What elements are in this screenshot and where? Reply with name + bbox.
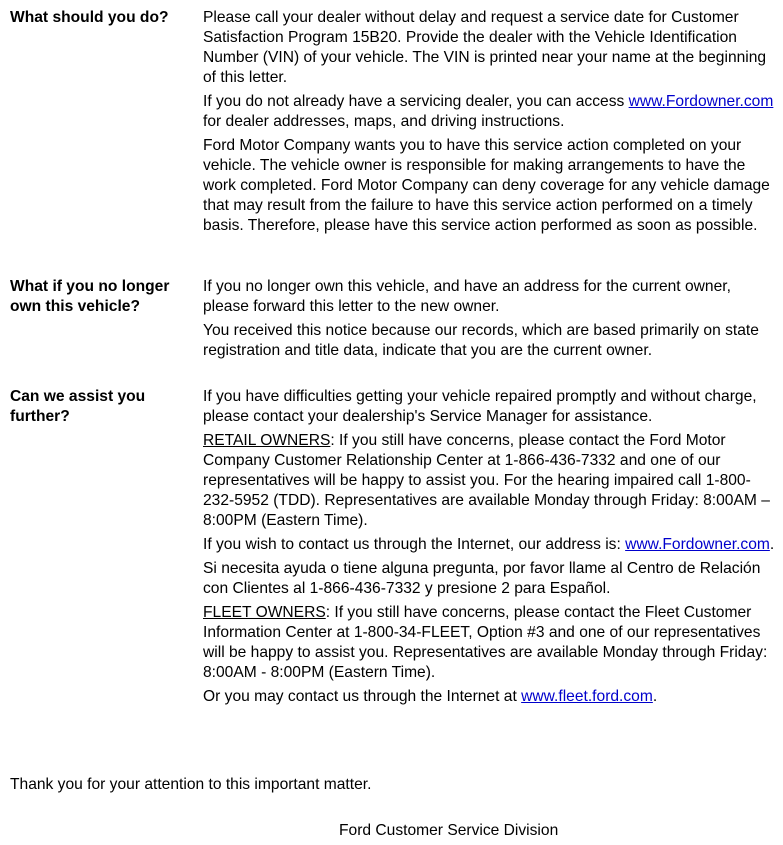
fleet-ford-link[interactable]: www.fleet.ford.com — [521, 688, 653, 705]
signature: Ford Customer Service Division — [339, 822, 559, 839]
paragraph — [203, 321, 781, 361]
section-body — [203, 277, 781, 365]
paragraph-text: : If you still have concerns, please contact the Fleet Customer Information Center at 1-800-34-FLEET, Option #3 and one of our representatives will be happy to assist you. Representatives are available Monday through Friday: 8:00AM - 8:00PM (Eastern Time). — [203, 604, 768, 681]
fordowner-link[interactable]: www.Fordowner.com — [628, 93, 774, 110]
section-label: What should you do? — [10, 9, 169, 26]
fleet-owners-heading: FLEET OWNERS — [203, 604, 326, 621]
section-body — [203, 8, 781, 240]
paragraph-text: If you have difficulties getting your vehicle repaired promptly and without charge, please contact your dealership's Service Manager for assistance. — [203, 388, 757, 425]
paragraph-text: Or you may contact us through the Internet at — [203, 688, 522, 705]
paragraph-text: . — [652, 688, 658, 705]
paragraph-text: If you no longer own this vehicle, and have an address for the current owner, please forward this letter to the new owner. — [203, 278, 731, 315]
paragraph-text: Ford Motor Company wants you to have this service action completed on your vehicle. The vehicle owner is responsible for making arrangements to have the work completed. Ford Motor Company can deny coverage for any vehicle damage that may result from the failure to have this service action performed on a timely basis. Therefore, please have this service action performed as soon as possible. — [203, 137, 770, 234]
paragraph — [203, 8, 781, 88]
section-label: Can we assist you further? — [10, 388, 146, 425]
paragraph — [203, 92, 781, 132]
paragraph — [203, 687, 781, 707]
section-label: What if you no longer own this vehicle? — [10, 278, 170, 315]
paragraph — [203, 277, 781, 317]
paragraph-text: for dealer addresses, maps, and driving instructions. — [203, 113, 565, 130]
paragraph-text: If you do not already have a servicing dealer, you can access — [203, 93, 629, 110]
paragraph — [203, 387, 781, 427]
retail-owners-heading: RETAIL OWNERS — [203, 432, 331, 449]
paragraph — [203, 136, 781, 236]
paragraph — [203, 603, 781, 683]
paragraph-text: . — [769, 536, 775, 553]
paragraph-text: If you wish to contact us through the Internet, our address is: — [203, 536, 626, 553]
paragraph-text: : If you still have concerns, please contact the Ford Motor Company Customer Relationship Center at 1-866-436-7332 and one of our representatives will be happy to assist you. For the hearing impaired call 1-800-232-5952 (TDD). Representatives are available Monday through Friday: 8:00AM – 8:00PM (Eastern Time). — [203, 432, 770, 529]
fordowner-link[interactable]: www.Fordowner.com — [625, 536, 770, 553]
paragraph-text: You received this notice because our records, which are based primarily on state registration and title data, indicate that you are the current owner. — [203, 322, 759, 359]
paragraph — [203, 431, 781, 531]
paragraph-text: Please call your dealer without delay and request a service date for Customer Satisfaction Program 15B20. Provide the dealer with the Vehicle Identification Number (VIN) of your vehicle. The VIN is printed near your name at the beginning of this letter. — [203, 9, 767, 86]
paragraph-text: Si necesita ayuda o tiene alguna pregunta, por favor llame al Centro de Relación con Clientes al 1-866-436-7332 y presione 2 para Español. — [203, 560, 761, 597]
paragraph — [203, 559, 781, 599]
closing-text: Thank you for your attention to this important matter. — [10, 776, 372, 793]
section-body — [203, 387, 781, 711]
paragraph — [203, 535, 781, 555]
